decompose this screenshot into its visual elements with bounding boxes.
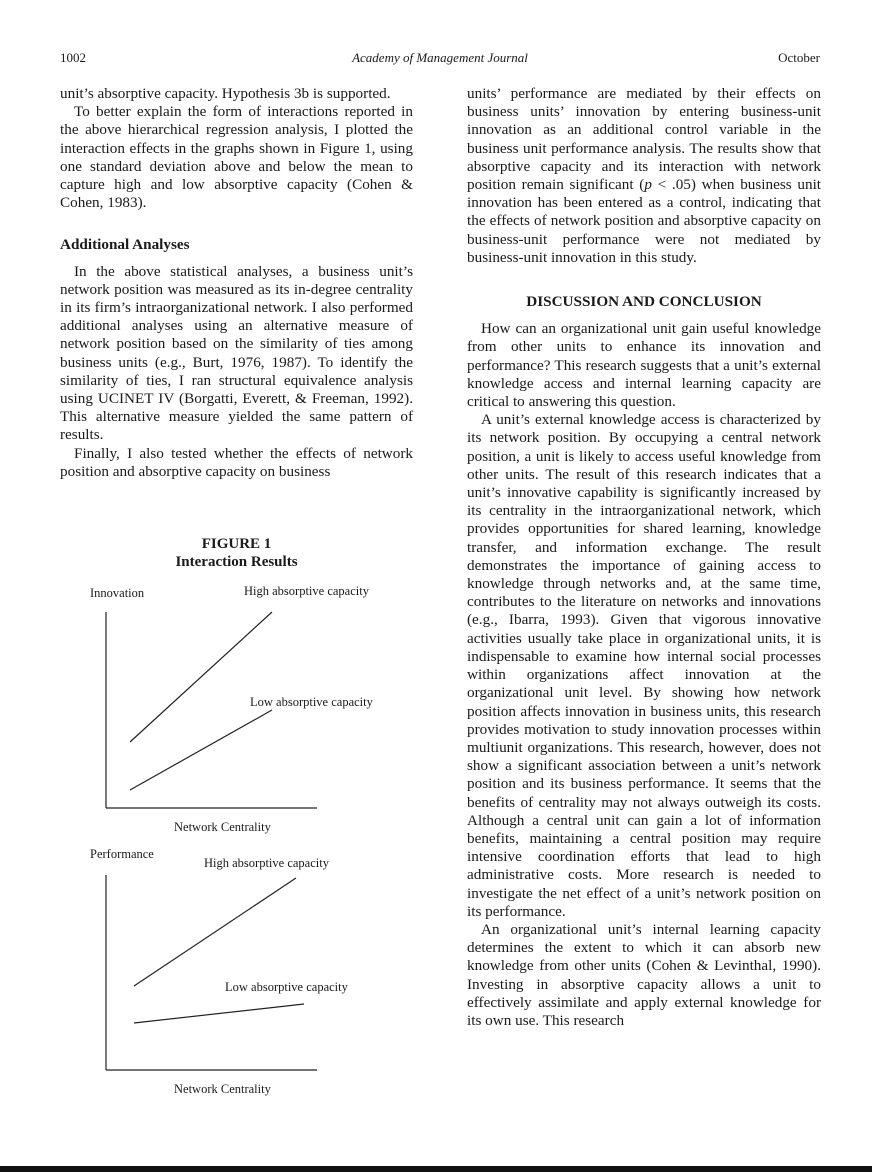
figure-1: [60, 530, 413, 1110]
innovation-low-label: Low absorptive capacity: [250, 695, 373, 709]
paragraph: An organizational unit’s internal learning capacity determines the extent to which it can absorb new knowledge from other units (Cohen & Levinthal, 1990). Investing in absorptive capacity allows a unit to effectively assimilate and apply external knowledge for its own use. This research: [467, 920, 821, 1029]
figure-title: Interaction Results: [175, 554, 298, 570]
scan-bottom-border: [0, 1166, 872, 1172]
section-heading: DISCUSSION AND CONCLUSION: [526, 293, 762, 311]
paragraph: units’ performance are mediated by their effects on business units’ innovation by entering business-unit innovation as an additional control variable in the business unit performance analysis. The results show that absorptive capacity and its interaction with network position remain significant (p < .05) when business unit innovation has been entered as a control, indicating that the effects of network position and absorptive capacity on business-unit performance were not mediated by business-unit innovation in this study.: [467, 85, 822, 266]
performance-low-line: [134, 1004, 304, 1023]
left-column: [60, 85, 413, 481]
innovation-high-label: High absorptive capacity: [244, 584, 369, 598]
performance-low-label: Low absorptive capacity: [225, 980, 348, 994]
paragraph: How can an organizational unit gain useful knowledge from other units to enhance its innovation and performance? This research suggests that a unit’s external knowledge access and internal learning capacity are critical to answering this question.: [467, 320, 821, 411]
innovation-x-label: Network Centrality: [174, 820, 271, 834]
right-column: [467, 85, 821, 1030]
running-head: [60, 50, 820, 68]
page-number: 1002: [60, 50, 86, 65]
issue-month: October: [778, 50, 820, 65]
innovation-y-label: Innovation: [90, 586, 145, 600]
paragraph: Finally, I also tested whether the effects of network position and absorptive capacity on business: [60, 444, 413, 480]
journal-title: Academy of Management Journal: [352, 50, 528, 65]
performance-y-label: Performance: [90, 847, 154, 861]
paragraph: unit’s absorptive capacity. Hypothesis 3b is supported.: [60, 85, 391, 102]
interaction-plots: [60, 530, 413, 1110]
paragraph: A unit’s external knowledge access is characterized by its network position. By occupying a central network position, a unit is likely to access useful knowledge from other units. The result of this research indicates that a unit’s innovative capability is significantly increased by its centrality in the intraorganizational network, which provides opportunities for shared learning, knowledge transfer, and information exchange. The result demonstrates the importance of gaining access to knowledge through networks and, at the same time, contributes to the literature on networks and innovations (e.g., Ibarra, 1993). Given that vigorous innovative activities usually take place in organizational units, it is indispensable to examine how internal social processes within organizations affect innovation at the organizational unit level. By showing how network position affects innovation in business units, this research provides motivation to study innovation processes within multiunit organizations. This research, however, does not show a significant association between a unit’s network position and its business performance. It seems that the benefits of centrality may not always outweigh its costs. Although a central unit can gain a lot of information benefits, maintaining a central position may require intensive coordination efforts that lead to high administrative costs. More research is needed to investigate the net effect of a unit’s network position on its performance.: [467, 411, 821, 920]
performance-high-line: [134, 878, 296, 986]
section-heading: Additional Analyses: [60, 236, 190, 254]
figure-number: FIGURE 1: [201, 536, 272, 552]
performance-x-label: Network Centrality: [174, 1082, 271, 1096]
paragraph: In the above statistical analyses, a business unit’s network position was measured as its in-degree centrality in its firm’s intraorganizational network. I also performed additional analyses using an alternative measure of network position based on the similarity of ties among business units (e.g., Burt, 1976, 1987). To identify the similarity of ties, I ran structural equivalence analysis using UCINET IV (Borgatti, Everett, & Freeman, 1992). This alternative measure yielded the same pattern of results.: [60, 262, 413, 444]
performance-high-label: High absorptive capacity: [204, 856, 329, 870]
paragraph: To better explain the form of interactions reported in the above hierarchical regression analysis, I plotted the interaction effects in the graphs shown in Figure 1, using one standard deviation above and below the mean to capture high and low absorptive capacity (Cohen & Cohen, 1983).: [60, 103, 413, 212]
